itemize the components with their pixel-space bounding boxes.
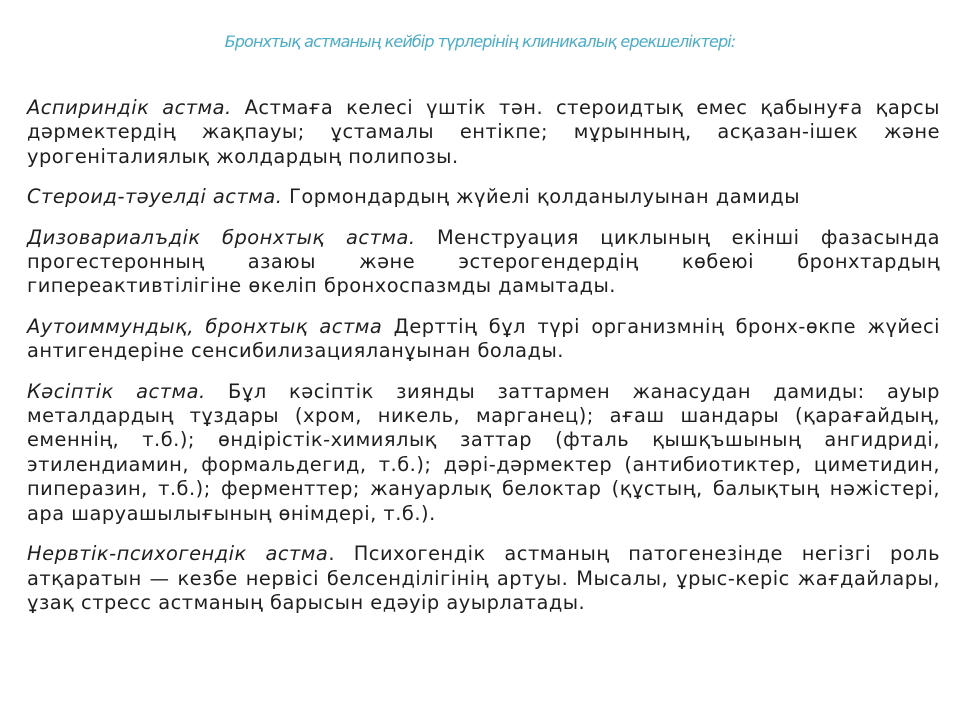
paragraph-steroid-dependent-asthma bbox=[27, 185, 940, 209]
term-dysovarial-asthma: Дизовариалъдік бронхтық астма. bbox=[27, 225, 416, 249]
paragraph-autoimmune-asthma bbox=[27, 315, 940, 364]
slide-body bbox=[27, 96, 940, 631]
term-aspirin-asthma: Аспириндік астма. bbox=[27, 96, 232, 119]
text-aspirin-asthma: Астмаға келесі үштік тән. стероидтық емес қабынуға қарсы дәрмектердің жақпауы; ұстамалы ентікпе; мұрынның, асқазан-ішек және урогеніталиялық жолдардың полипозы. bbox=[27, 96, 940, 168]
text-dysovarial-asthma: Менструация циклының екінші фазасында прогестеронның азаюы және эстерогендердің көбеюі бронхтардың гипереактивтілігіне өкеліп бронхоспазмды дамытады. bbox=[27, 225, 940, 298]
paragraph-occupational-asthma bbox=[27, 380, 940, 526]
slide-title: Бронхтық астманың кейбір түрлерінің клиникалық ерекшеліктері: bbox=[224, 32, 736, 51]
term-steroid-dependent-asthma: Стероид-тәуелді астма. bbox=[27, 185, 283, 209]
term-autoimmune-asthma: Аутоиммундық, бронхтық астма bbox=[27, 314, 383, 338]
text-psychogenic-asthma: . Психогендік астманың патогенезінде негізгі роль атқаратын — кезбе нервісі белсенділігінің артуы. Мысалы, ұрыс-керіс жағдайлары, ұзақ стресс астманың барысын едәуір ауырлатады. bbox=[27, 542, 940, 614]
term-psychogenic-asthma: Нервтік-психогендік астма bbox=[27, 542, 329, 566]
paragraph-aspirin-asthma bbox=[27, 96, 940, 169]
text-steroid-dependent-asthma: Гормондардың жүйелі қолданылуынан дамиды bbox=[282, 185, 801, 209]
paragraph-dysovarial-asthma bbox=[27, 226, 940, 299]
term-occupational-asthma: Кәсіптік астма. bbox=[27, 379, 206, 403]
paragraph-psychogenic-asthma bbox=[27, 542, 940, 615]
text-autoimmune-asthma: Дерттің бұл түрі организмнің бронх-өкпе жүйесі антигендеріне сенсибилизацияланұынан болады. bbox=[27, 314, 940, 363]
text-occupational-asthma: Бұл кәсіптік зиянды заттармен жанасудан дамиды: ауыр металдардың тұздары (хром, никель, марганец); ағаш шандары (қарағайдың, еменнің, т.б.); өндірістік-химиялық заттар (фталь қышқъшының ангидриді, этилендиамин, формальдегид, т.б.); дәрі-дәрмектер (антибиотиктер, циметидин, пиперазин, т.б.); ферменттер; жануарлық белоктар (құстың, балықтың нәжістері, ара шаруашылығының өнімдері, т.б.). bbox=[27, 379, 940, 525]
